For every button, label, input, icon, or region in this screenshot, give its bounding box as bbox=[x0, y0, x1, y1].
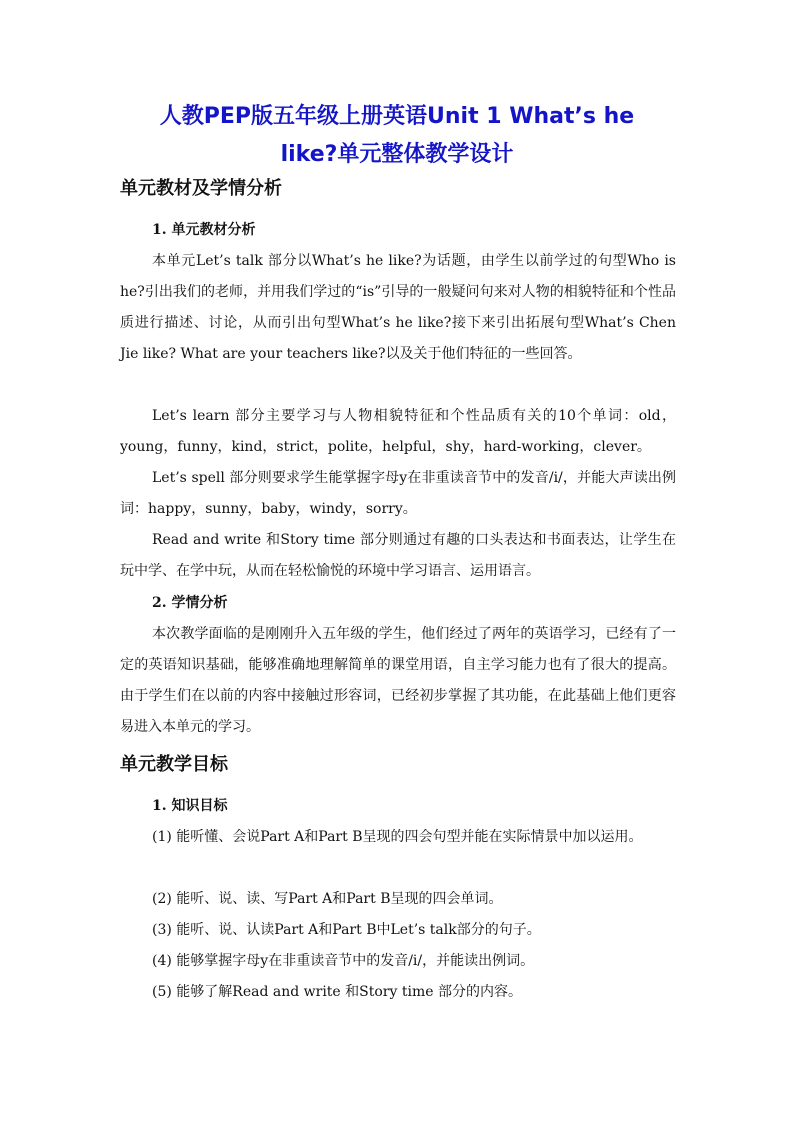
section-heading-analysis: 单元教材及学情分析 bbox=[120, 178, 282, 199]
subsection-heading-material-analysis: 1. 单元教材分析 bbox=[152, 222, 256, 238]
paragraph-learner-analysis: 本次教学面临的是刚刚升入五年级的学生，他们经过了两年的英语学习，已经有了一定的英语知识基础，能够准确地理解简单的课堂用语，自主学习能力也有了很大的提高。由于学生们在以前的内容中接触过形容词，已经初步掌握了其功能，在此基础上他们更容易进入本单元的学习。 bbox=[120, 626, 676, 735]
subsection-heading-knowledge-objectives: 1. 知识目标 bbox=[152, 798, 228, 814]
paragraph-lets-spell: Let’s spell 部分则要求学生能掌握字母y在非重读音节中的发音/i/，并能大声读出例词：happy，sunny，baby，windy，sorry。 bbox=[120, 470, 676, 517]
subsection-heading-learner-analysis: 2. 学情分析 bbox=[152, 595, 228, 611]
objective-item-4: (4) 能够掌握字母y在非重读音节中的发音/i/，并能读出例词。 bbox=[152, 953, 535, 969]
document-title-line-1: 人教PEP版五年级上册英语Unit 1 What’s he bbox=[159, 104, 635, 129]
objective-item-3: (3) 能听、说、认读Part A和Part B中Let’s talk部分的句子。 bbox=[152, 922, 541, 938]
objective-item-2: (2) 能听、说、读、写Part A和Part B呈现的四会单词。 bbox=[152, 891, 503, 907]
section-heading-objectives: 单元教学目标 bbox=[120, 754, 228, 775]
document-title-line-2: like?单元整体教学设计 bbox=[280, 142, 514, 167]
objective-item-1: (1) 能听懂、会说Part A和Part B呈现的四会句型并能在实际情景中加以运用。 bbox=[152, 829, 643, 845]
paragraph-lets-talk: 本单元Let’s talk 部分以What’s he like?为话题，由学生以前学过的句型Who is he?引出我们的老师，并用我们学过的“is”引导的一般疑问句来对人物的相貌特征和个性品质进行描述、讨论，从而引出句型What’s he like?接下来引出拓展句型What’s Chen Jie like? What are your teachers like?以及关于他们特征的一些回答。 bbox=[120, 253, 676, 362]
paragraph-read-and-write: Read and write 和Story time 部分则通过有趣的口头表达和书面表达，让学生在玩中学、在学中玩，从而在轻松愉悦的环境中学习语言、运用语言。 bbox=[120, 532, 676, 579]
objective-item-5: (5) 能够了解Read and write 和Story time 部分的内容。 bbox=[152, 984, 522, 1000]
paragraph-lets-learn: Let’s learn 部分主要学习与人物相貌特征和个性品质有关的10个单词：old，young，funny，kind，strict，polite，helpful，shy，hard-working，clever。 bbox=[120, 408, 676, 455]
